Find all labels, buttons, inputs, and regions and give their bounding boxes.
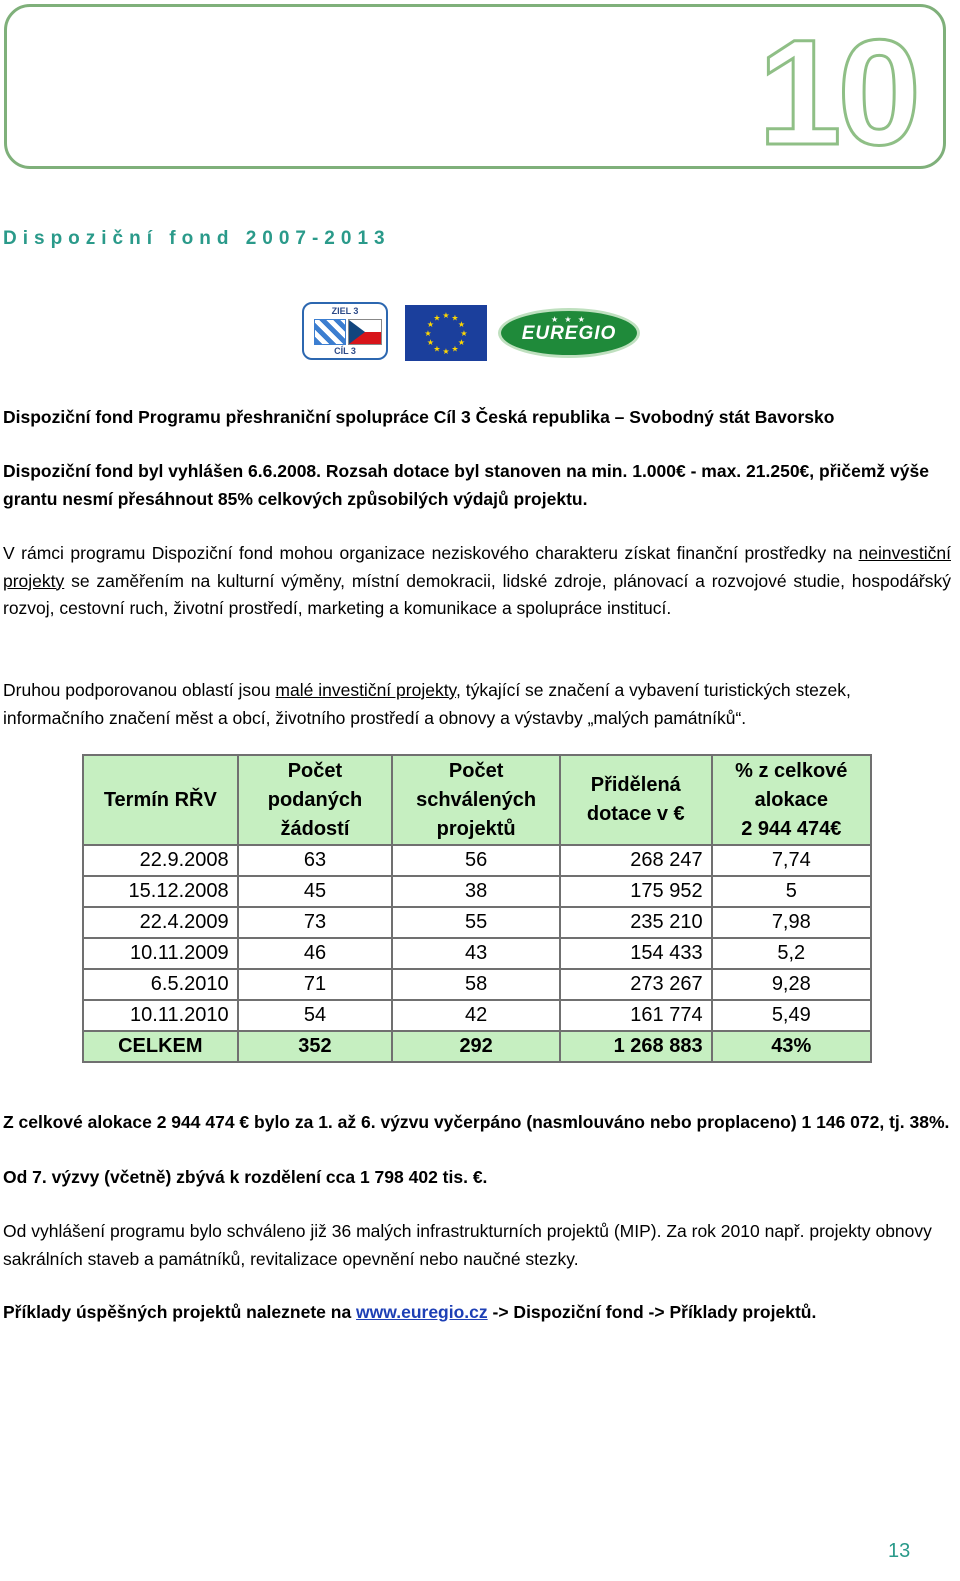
svg-text:★: ★ (442, 311, 450, 320)
cell-allocated: 175 952 (560, 876, 712, 907)
paragraph-mip: Od vyhlášení programu bylo schváleno již 36 malých infrastrukturních projektů (MIP). Za rok 2010 např. projekty obnovy sakrálních staveb a památníků, revitalizace opevnění nebo naučné stezky. (3, 1221, 932, 1269)
cell-allocated: 273 267 (560, 969, 712, 1000)
summary-allocation: Z celkové alokace 2 944 474 € bylo za 1. až 6. výzvu vyčerpáno (nasmlouváno nebo proplaceno) 1 146 072, tj. 38%. (3, 1112, 950, 1132)
chapter-header-frame (4, 4, 946, 176)
svg-text:★: ★ (457, 320, 466, 329)
bavaria-flag-icon (314, 319, 346, 345)
cell-approved: 58 (392, 969, 560, 1000)
cell-allocated: 235 210 (560, 907, 712, 938)
ziel3-logo (302, 302, 388, 360)
header-submitted: Počet podaných žádostí (238, 755, 393, 845)
total-percent: 43% (712, 1031, 871, 1062)
summary-remaining: Od 7. výzvy (včetně) zbývá k rozdělení cca 1 798 402 tis. €. (3, 1167, 488, 1187)
svg-text:★: ★ (451, 344, 459, 354)
header-term: Termín RŘV (83, 755, 238, 845)
table-row (83, 876, 871, 907)
table-row (83, 938, 871, 969)
cell-approved: 42 (392, 1000, 560, 1031)
svg-text:★: ★ (442, 347, 450, 356)
announcement-paragraph: Dispoziční fond byl vyhlášen 6.6.2008. Rozsah dotace byl stanoven na min. 1.000€ - max. 21.250€, přičemž výše grantu nesmí přesáhnout 85% celkových způsobilých výdajů projektu. (3, 461, 929, 509)
table-total-row (83, 1031, 871, 1062)
ziel3-logo-bottom-label: CÍL 3 (334, 346, 356, 356)
cell-term: 22.4.2009 (83, 907, 238, 938)
table-header-row (83, 755, 871, 845)
noninvestment-projects-term: neinvestiční projekty (3, 543, 951, 591)
cell-percent: 7,74 (712, 845, 871, 876)
examples-after: -> Dispoziční fond -> Příklady projektů. (487, 1302, 817, 1322)
section-title: Dispoziční fond 2007-2013 (3, 228, 391, 249)
small-investment-projects-term: malé investiční projekty (275, 680, 457, 700)
page-number: 13 (888, 1540, 911, 1562)
examples-line (3, 1299, 951, 1327)
table-row (83, 845, 871, 876)
euregio-logo-text: EUREGIO (521, 323, 617, 344)
cell-allocated: 161 774 (560, 1000, 712, 1031)
cell-percent: 9,28 (712, 969, 871, 1000)
cell-submitted: 46 (238, 938, 393, 969)
euregio-link[interactable]: www.euregio.cz (356, 1302, 488, 1322)
cell-allocated: 268 247 (560, 845, 712, 876)
total-allocated: 1 268 883 (560, 1031, 712, 1062)
total-submitted: 352 (238, 1031, 393, 1062)
paragraph-small-investment (3, 677, 951, 732)
paragraph-noninvestment-before: V rámci programu Dispoziční fond mohou organizace neziskového charakteru získat finanční prostředky na (3, 543, 859, 563)
cell-percent: 7,98 (712, 907, 871, 938)
svg-text:★: ★ (426, 338, 435, 347)
paragraph-noninvestment-after: se zaměřením na kulturní výměny, místní demokracii, lidské zdroje, plánovací a rozvojové studie, hospodářský rozvoj, cestovní ruch, životní prostředí, marketing a komunikace a spolupráce institucí. (3, 570, 951, 618)
cell-approved: 56 (392, 845, 560, 876)
euregio-stars: ★ ★ ★ (551, 315, 587, 324)
cell-submitted: 73 (238, 907, 393, 938)
cell-term: 15.12.2008 (83, 876, 238, 907)
cell-percent: 5,2 (712, 938, 871, 969)
svg-text:★: ★ (424, 329, 432, 338)
paragraph-small-investment-before: Druhou podporovanou oblastí jsou (3, 680, 276, 700)
svg-text:★: ★ (457, 338, 466, 347)
examples-before: Příklady úspěšných projektů naleznete na (3, 1302, 357, 1322)
cell-submitted: 45 (238, 876, 393, 907)
table-row (83, 1000, 871, 1031)
svg-text:★: ★ (433, 313, 441, 323)
total-term: CELKEM (83, 1031, 238, 1062)
svg-text:★: ★ (460, 329, 468, 338)
paragraph-small-investment-after: , týkající se značení a vybavení turistických stezek, informačního značení měst a obcí, životního prostředí a obnovy a výstavby „malých památníků“. (3, 680, 851, 728)
calls-statistics-table (82, 754, 872, 1063)
cell-allocated: 154 433 (560, 938, 712, 969)
cell-term: 10.11.2009 (83, 938, 238, 969)
cell-percent: 5,49 (712, 1000, 871, 1031)
header-approved: Počet schválených projektů (392, 755, 560, 845)
paragraph-noninvestment (3, 540, 951, 623)
cell-approved: 55 (392, 907, 560, 938)
euregio-logo (498, 308, 640, 358)
czech-flag-icon (348, 319, 382, 345)
eu-flag-icon (405, 305, 487, 361)
program-title: Dispoziční fond Programu přeshraniční spolupráce Cíl 3 Česká republika – Svobodný stát Bavorsko (3, 407, 835, 427)
total-approved: 292 (392, 1031, 560, 1062)
header-percent: % z celkové alokace 2 944 474€ (712, 755, 871, 845)
cell-submitted: 54 (238, 1000, 393, 1031)
cell-term: 6.5.2010 (83, 969, 238, 1000)
header-allocated: Přidělená dotace v € (560, 755, 712, 845)
table-row (83, 969, 871, 1000)
svg-text:★: ★ (426, 320, 435, 329)
ziel3-logo-top-label: ZIEL 3 (331, 306, 359, 316)
table-row (83, 907, 871, 938)
cell-term: 22.9.2008 (83, 845, 238, 876)
chapter-number: 10 (758, 8, 917, 176)
cell-percent: 5 (712, 876, 871, 907)
cell-submitted: 71 (238, 969, 393, 1000)
cell-submitted: 63 (238, 845, 393, 876)
cell-approved: 38 (392, 876, 560, 907)
cell-term: 10.11.2010 (83, 1000, 238, 1031)
svg-text:★: ★ (451, 313, 459, 323)
svg-text:★: ★ (433, 344, 441, 354)
cell-approved: 43 (392, 938, 560, 969)
